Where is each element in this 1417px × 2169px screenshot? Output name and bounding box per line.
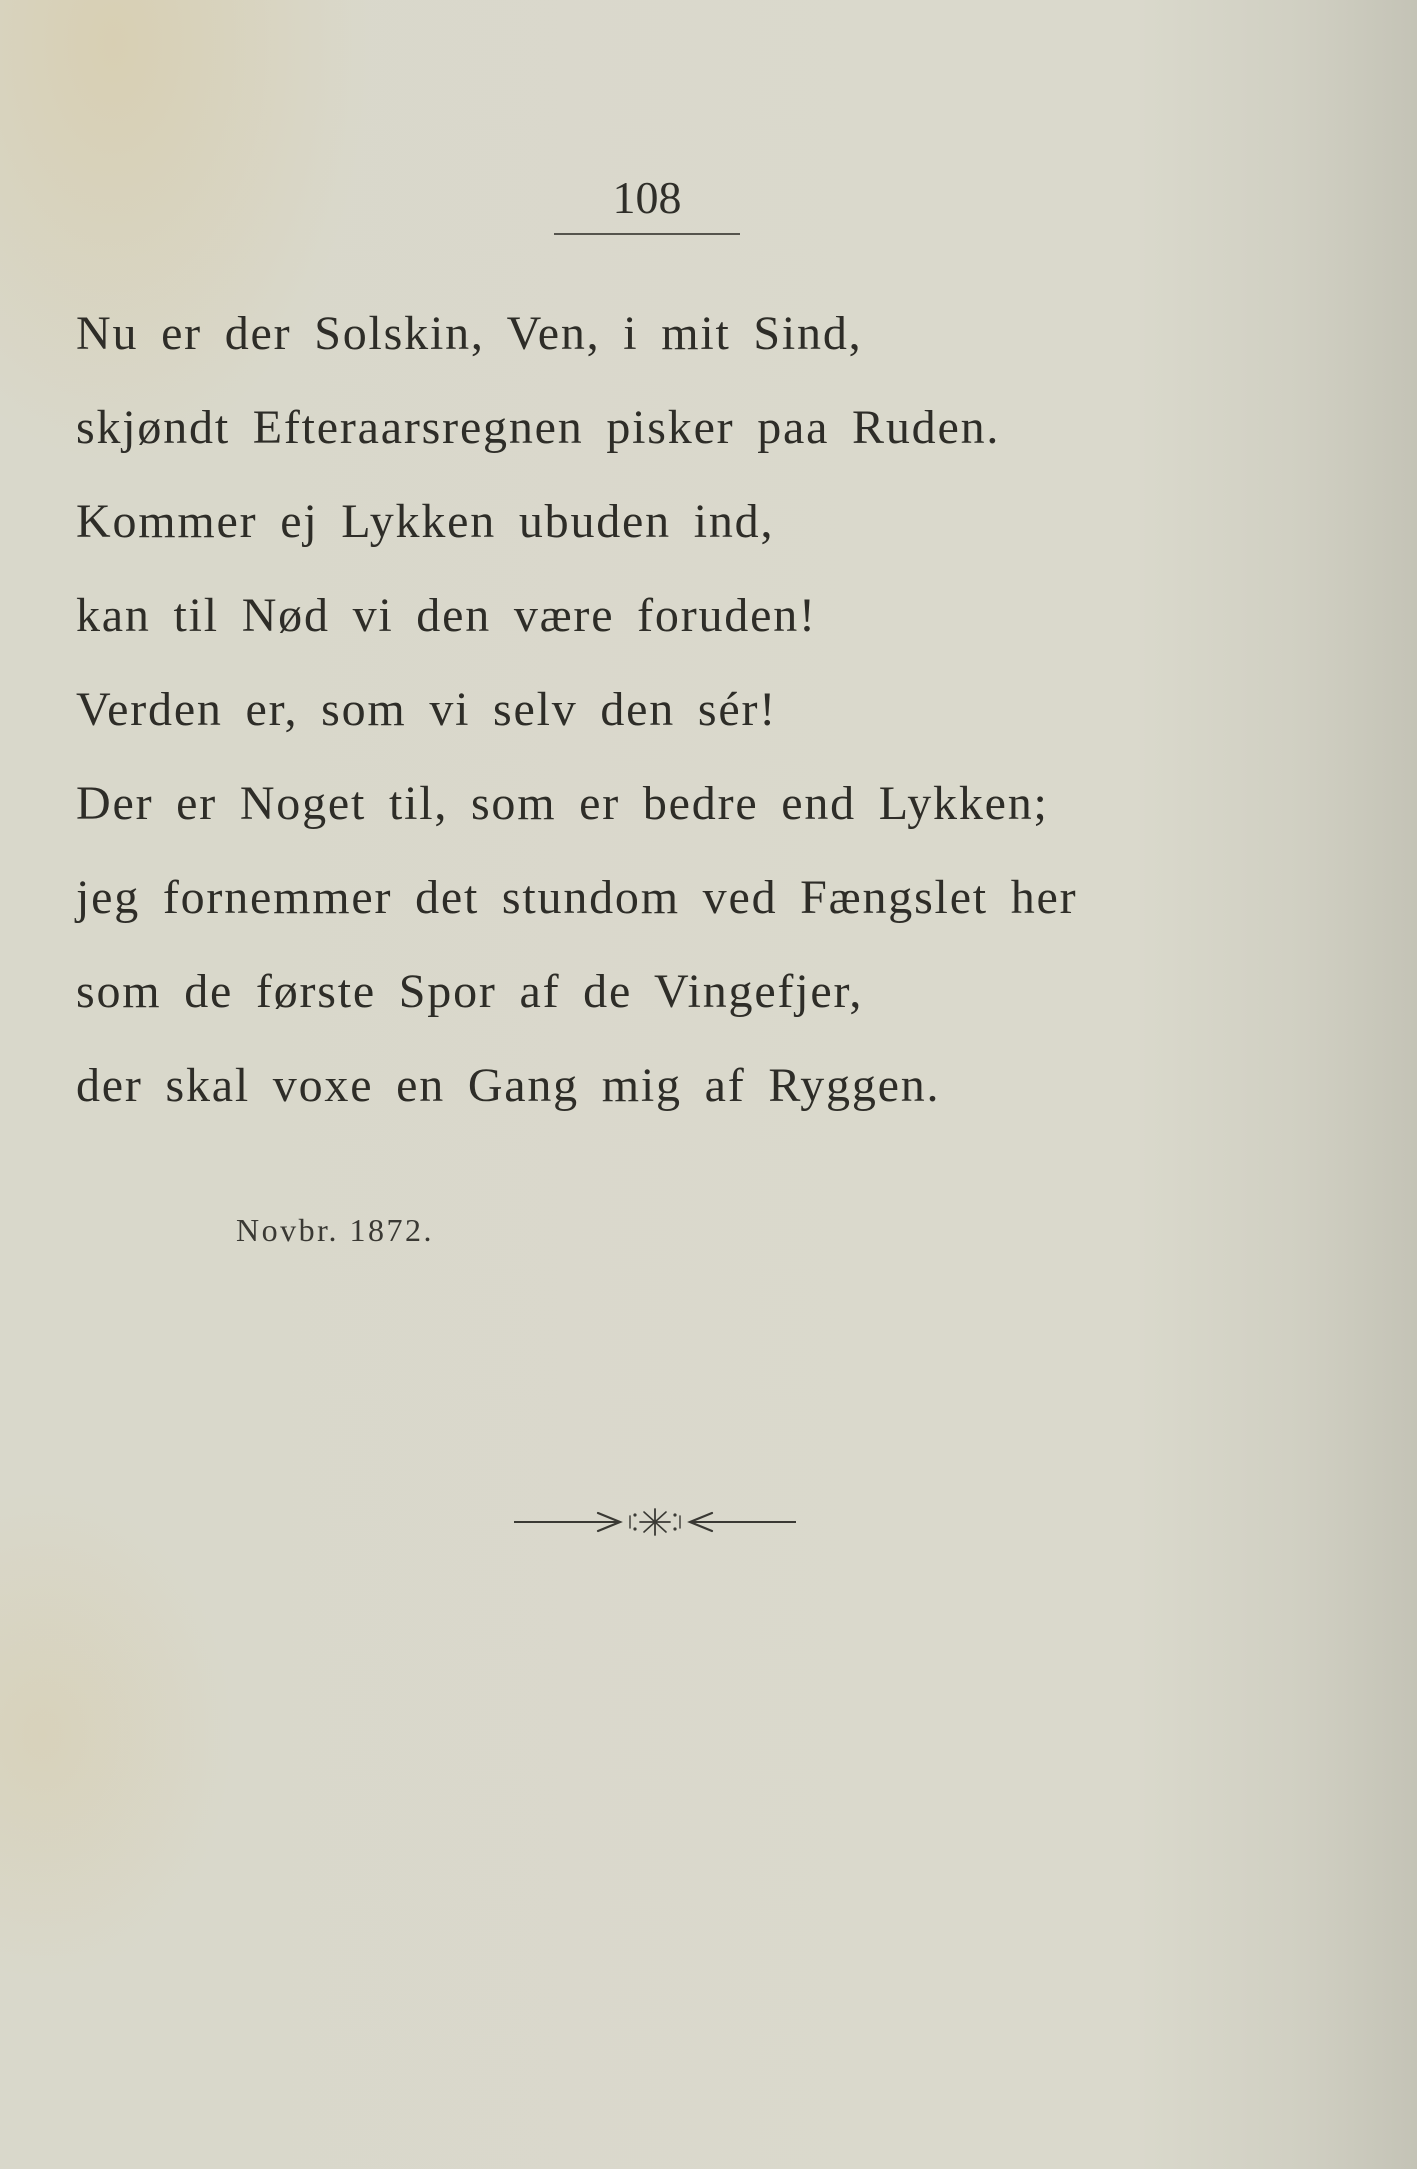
poem-line: Der er Noget til, som er bedre end Lykken; — [76, 777, 1049, 830]
poem-line: Nu er der Solskin, Ven, i mit Sind, — [76, 307, 863, 360]
decorative-tailpiece-icon — [514, 1505, 796, 1539]
poem-line: kan til Nød vi den være foruden! — [76, 589, 817, 642]
poem-line: jeg fornemmer det stundom ved Fængslet her — [76, 871, 1078, 924]
poem-line: Kommer ej Lykken ubuden ind, — [76, 495, 775, 548]
poem-line: der skal voxe en Gang mig af Ryggen. — [76, 1059, 941, 1112]
poem-date: Novbr. 1872. — [236, 1212, 434, 1248]
poem-line: Verden er, som vi selv den sér! — [76, 683, 778, 736]
page-number: 108 — [612, 172, 682, 223]
poem-stanza — [76, 302, 1276, 1148]
poem-line: skjøndt Efteraarsregnen pisker paa Ruden. — [76, 401, 1001, 454]
header-rule — [554, 233, 740, 235]
poem-line: som de første Spor af de Vingefjer, — [76, 965, 864, 1018]
